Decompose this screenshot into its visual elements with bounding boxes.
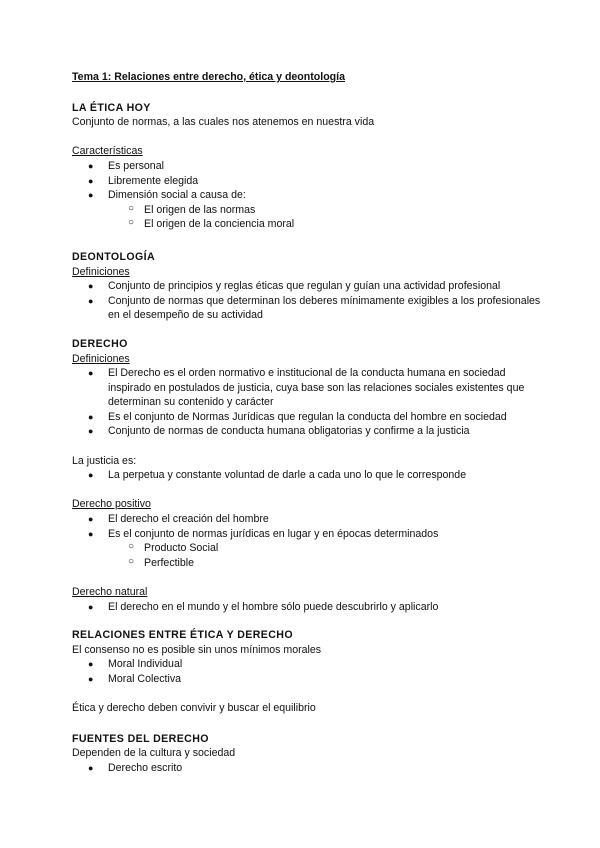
bullet-icon: ●: [88, 762, 94, 773]
hollow-bullet-icon: ○: [128, 541, 135, 553]
bullet-icon: ●: [88, 514, 94, 525]
etica-subheading: Características: [72, 145, 143, 158]
list-item: ● Conjunto de normas de conducta humana obligatorias y confirme a la justicia: [88, 425, 470, 438]
relaciones-list: [72, 657, 542, 686]
derecho-natural-label: Derecho natural: [72, 586, 148, 598]
bullet-icon: ●: [88, 190, 94, 201]
bullet-icon: ●: [88, 528, 94, 539]
list-item: ● Derecho escrito: [88, 761, 183, 774]
list-item: ● Libremente elegida: [88, 174, 199, 187]
list-item: ● Conjunto de normas que determinan los deberes mínimamente exigibles a los profesionales en el desempeño de su actividad: [88, 294, 541, 322]
list-item: ● El derecho el creación del hombre: [88, 513, 269, 526]
list-item: ○ El origen de la conciencia moral: [128, 217, 295, 231]
natural-list: [72, 600, 542, 615]
bullet-icon: ●: [88, 659, 94, 670]
list-item: ● La perpetua y constante voluntad de darle a cada uno lo que le corresponde: [88, 469, 467, 482]
hollow-bullet-icon: ○: [128, 202, 135, 214]
document-title: Tema 1: Relaciones entre derecho, ética y deontología: [72, 71, 345, 83]
bullet-icon: ●: [88, 426, 94, 437]
justicia-label: La justicia es:: [72, 454, 137, 467]
list-item: ○ Perfectible: [128, 555, 195, 569]
derecho-subheading: Definiciones: [72, 352, 130, 365]
list-item: ● Conjunto de principios y reglas éticas que regulan y guían una actividad profesional: [88, 280, 501, 293]
list-item: ● Es el conjunto de normas jurídicas en lugar y en épocas determinados: [88, 527, 439, 540]
list-item: ● Dimensión social a causa de:: [88, 189, 246, 202]
deontologia-list: [72, 279, 542, 323]
hollow-bullet-icon: ○: [128, 555, 135, 567]
list-item: ● El Derecho es el orden normativo e institucional de la conducta humana en sociedad inspirado en postulados de justicia, cuya base son las relaciones sociales existentes que determinan su contenido y carácter: [88, 367, 525, 409]
section-heading-relaciones: RELACIONES ENTRE ÉTICA Y DERECHO: [72, 629, 293, 642]
list-item: ● El derecho en el mundo y el hombre sólo puede descubrirlo y aplicarlo: [88, 600, 439, 613]
list-item: ○ El origen de las normas: [128, 202, 256, 216]
bullet-icon: ●: [88, 160, 94, 171]
derecho-list: [72, 366, 542, 439]
section-heading-etica: LA ÉTICA HOY: [72, 101, 151, 114]
justicia-list: [72, 468, 542, 483]
relaciones-conclusion: Ética y derecho deben convivir y buscar el equilibrio: [72, 702, 316, 715]
etica-definition: Conjunto de normas, a las cuales nos atenemos en nuestra vida: [72, 116, 375, 129]
bullet-icon: ●: [88, 175, 94, 186]
deontologia-subheading: Definiciones: [72, 265, 130, 278]
derecho-positivo-label: Derecho positivo: [72, 498, 151, 511]
etica-sublist: [72, 203, 542, 232]
section-heading-fuentes: FUENTES DEL DERECHO: [72, 732, 209, 745]
positivo-sublist: [72, 541, 542, 570]
relaciones-text: El consenso no es posible sin unos mínimos morales: [72, 643, 322, 656]
section-heading-derecho: DERECHO: [72, 337, 128, 350]
positivo-list: [72, 512, 542, 541]
bullet-icon: ●: [88, 295, 94, 306]
list-item: ○ Producto Social: [128, 541, 219, 555]
bullet-icon: ●: [88, 281, 94, 292]
fuentes-text: Dependen de la cultura y sociedad: [72, 747, 236, 760]
hollow-bullet-icon: ○: [128, 217, 135, 229]
bullet-icon: ●: [88, 601, 94, 612]
document-page: [72, 70, 542, 776]
bullet-icon: ●: [88, 470, 94, 481]
list-item: ● Moral Colectiva: [88, 672, 182, 685]
bullet-icon: ●: [88, 673, 94, 684]
bullet-icon: ●: [88, 411, 94, 422]
etica-list: [72, 159, 542, 203]
list-item: ● Es el conjunto de Normas Jurídicas que regulan la conducta del hombre en sociedad: [88, 410, 507, 423]
list-item: ● Es personal: [88, 159, 164, 172]
list-item: ● Moral Individual: [88, 658, 183, 671]
fuentes-list: [72, 761, 542, 776]
section-heading-deontologia: DEONTOLOGÍA: [72, 250, 156, 263]
bullet-icon: ●: [88, 368, 94, 379]
